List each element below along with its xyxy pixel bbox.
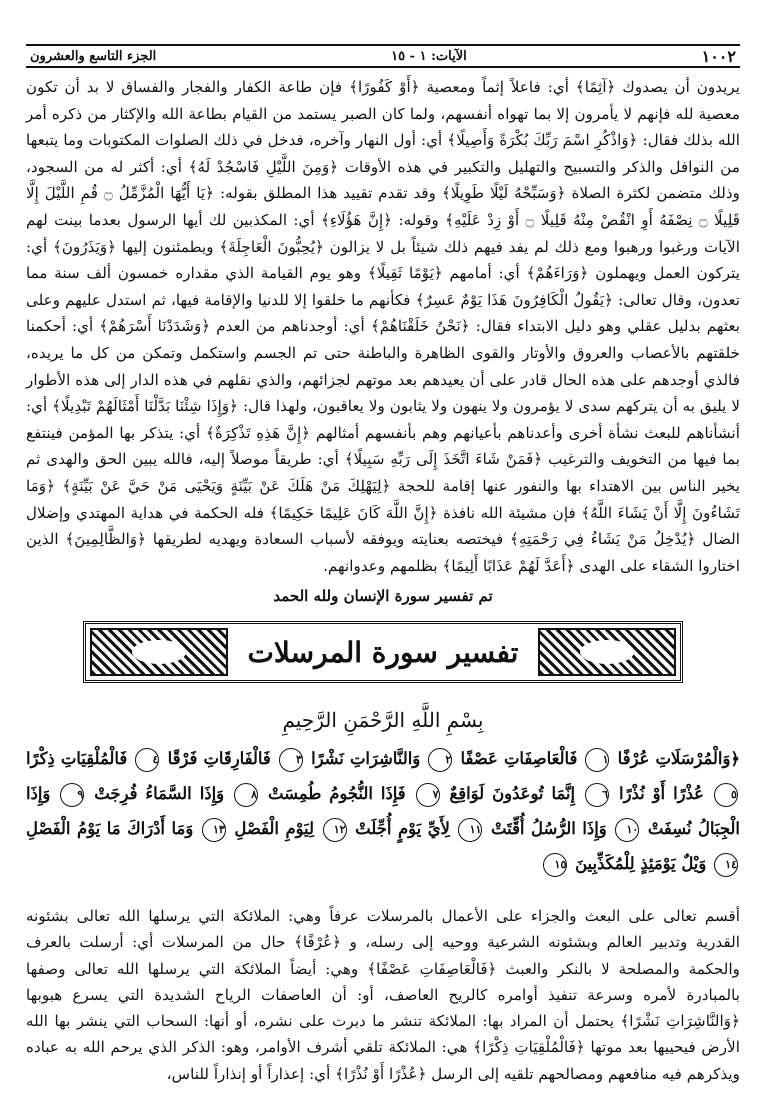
page <box>26 44 740 1087</box>
verse-text: وَإِذَا السَّمَاءُ فُرِجَتْ <box>86 784 225 804</box>
verse-text: فَالْمُلْقِيَاتِ ذِكْرًا <box>26 749 128 769</box>
verse-number: ٥ <box>714 783 738 807</box>
commentary-paragraph-bottom: أقسم تعالى على البعث والجزاء على الأعمال بالمرسلات عرفاً وهي: الملائكة التي يرسلها الله تعالى بشئونه القدرية وتدبير العالم وبشئونه الشرعية ووحيه إلى رسله، و ﴿عُرْفًا﴾ حال من المرسلات أي: أرسلت بالعرف والحكمة والمصلحة لا بالنكر والعبث ﴿فَالْعَاصِفَاتِ عَصْفًا﴾ وهي: أيضاً الملائكة التي يرسلها الله تعالى وصفها بالمبادرة لأمره وسرعة تنفيذ أوامره كالريح العاصف، أو: أن العاصفات الرياح الشديدة التي يسرع هبوبها ﴿وَالنَّاشِرَاتِ نَشْرًا﴾ يحتمل أن المراد بها: الملائكة تنشر ما دبرت على نشره، أو أنها: السحاب التي ينشر بها الله الأرض فيحييها بعد موتها ﴿فَالْمُلْقِيَاتِ ذِكْرًا﴾ هي: الملائكة تلقي أشرف الأوامر، وهو: الذكر الذي يرحم الله به عباده ويذكرهم فيه منافعهم ومصالحهم تلقيه إلى الرسل ﴿عُذْرًا أَوْ نُذْرًا﴾ أي: إعذاراً أو إنذاراً للناس، <box>26 907 740 1083</box>
commentary-paragraph-top: يريدون أن يصدوك ﴿آثِمًا﴾ أي: فاعلاً إثماً ومعصية ﴿أَوْ كَفُورًا﴾ فإن طاعة الكفار والفجار والفساق لا بد أن تكون معصية لله فإنهم لا يأمرون إلا بما تهواه أنفسهم، ولما كان الصبر يستمد من القيام بطاعة الله والإكثار من ذكره أمر الله بذلك فقال: ﴿وَاذْكُرِ اسْمَ رَبِّكَ بُكْرَةً وَأَصِيلًا﴾ أي: أول النهار وآخره، فدخل في ذلك الصلوات المكتوبات وما يتبعها من النوافل والذكر والتسبيح والتهليل والتكبير في هذه الأوقات ﴿وَمِنَ اللَّيْلِ فَاسْجُدْ لَهُ﴾ أي: أكثر له من السجود، وذلك متضمن لكثرة الصلاة ﴿وَسَبِّحْهُ لَيْلًا طَوِيلًا﴾ وقد تقدم تقييد هذا المطلق بقوله: ﴿يَا أَيُّهَا الْمُزَّمِّلُ ۝ قُمِ اللَّيْلَ إِلَّا قَلِيلًا ۝ نِصْفَهُ أَوِ انْقُصْ مِنْهُ قَلِيلًا ۝ أَوْ زِدْ عَلَيْهِ﴾ وقوله: ﴿إِنَّ هَؤُلَاءِ﴾ أي: المكذبين لك أيها الرسول بعدما بينت لهم الآيات ورغبوا ورهبوا ومع ذلك لم يفد فيهم ذلك شيئاً بل لا يزالون ﴿يُحِبُّونَ الْعَاجِلَةَ﴾ ويطمئنون إليها ﴿وَيَذَرُونَ﴾ أي: يتركون العمل ويهملون ﴿وَرَاءَهُمْ﴾ أي: أمامهم ﴿يَوْمًا ثَقِيلًا﴾ وهو يوم القيامة الذي مقداره خمسون ألف سنة مما تعدون، وقال تعالى: ﴿يَقُولُ الْكَافِرُونَ هَذَا يَوْمٌ عَسِرٌ﴾ فكأنهم ما خلقوا إلا للدنيا والإقامة فيها، ثم استدل عليهم وعلى بعثهم بدليل عقلي وهو دليل الابتداء فقال: ﴿نَحْنُ خَلَقْنَاهُمْ﴾ أي: أوجدناهم من العدم ﴿وَشَدَدْنَا أَسْرَهُمْ﴾ أي: أحكمنا خلقتهم بالأعصاب والعروق والأوتار والقوى الظاهرة والباطنة حتى تم الجسم واستكمل وتمكن من كل ما يريده، فالذي أوجدهم على هذه الحال قادر على أن يعيدهم بعد موتهم لجزائهم، والذي نقلهم في هذه الدار إلى هذه الأطوار لا يليق به أن يتركهم سدى لا يؤمرون ولا ينهون ولا يثابون ولا يعاقبون، ولهذا قال: ﴿وَإِذَا شِئْنَا بَدَّلْنَا أَمْثَالَهُمْ تَبْدِيلًا﴾ أي: أنشأناهم للبعث نشأة أخرى وأعدناهم بأعيانهم وهم بأنفسهم أمثالهم ﴿إِنَّ هَذِهِ تَذْكِرَةٌ﴾ أي: يتذكر بها المؤمن فينتفع بما فيها من التخويف والترغيب ﴿فَمَنْ شَاءَ اتَّخَذَ إِلَى رَبِّهِ سَبِيلًا﴾ أي: طريقاً موصلاً إليه، فالله يبين الحق والهدى ثم يخير الناس بين الاهتداء بها والنفور عنها إقامة للحجة ﴿لِيَهْلِكَ مَنْ هَلَكَ عَنْ بَيِّنَةٍ وَيَحْيَى مَنْ حَيَّ عَنْ بَيِّنَةٍ﴾ ﴿وَمَا تَشَاءُونَ إِلَّا أَنْ يَشَاءَ اللَّهُ﴾ فإن مشيئة الله نافذة ﴿إِنَّ اللَّهَ كَانَ عَلِيمًا حَكِيمًا﴾ فله الحكمة في هداية المهتدي وإضلال الضال ﴿يُدْخِلُ مَنْ يَشَاءُ فِي رَحْمَتِهِ﴾ فيختصه بعنايته ويوفقه لأسباب السعادة ويهديه لطريقها ﴿وَالظَّالِمِينَ﴾ الذين اختاروا الشقاء على الهدى ﴿أَعَدَّ لَهُمْ عَذَابًا أَلِيمًا﴾ بظلمهم وعدوانهم. <box>26 78 741 575</box>
verse-number: ٩ <box>60 783 84 807</box>
verse-number: ١٠ <box>615 818 639 842</box>
verse-number: ١٣ <box>202 818 226 842</box>
verse-number: ٤ <box>135 748 159 772</box>
verse-number: ٢ <box>428 748 452 772</box>
quran-verses <box>26 741 740 881</box>
part-name: الجزء التاسع والعشرون <box>30 48 157 64</box>
verse-text: فَالْفَارِقَاتِ فَرْقًا <box>161 749 271 769</box>
verse-number: ٣ <box>279 748 303 772</box>
verse-text: وَالنَّاشِرَاتِ نَشْرًا <box>304 749 421 769</box>
ornament-right-icon <box>538 628 676 676</box>
verse-text: وَمَا أَدْرَاكَ مَا يَوْمُ الْفَصْلِ <box>26 819 194 839</box>
verse-number: ٨ <box>234 783 258 807</box>
verse-number: ١٤ <box>714 853 738 877</box>
verse-text: وَإِذَا الْجِبَالُ نُسِفَتْ <box>26 784 740 839</box>
ornament-left-icon <box>90 628 228 676</box>
verse-text: عُذْرًا أَوْ نُذْرًا <box>611 784 704 804</box>
verse-text: فَإِذَا النُّجُومُ طُمِسَتْ <box>260 784 406 804</box>
surah-end-note: تم تفسير سورة الإنسان ولله الحمد <box>273 587 493 606</box>
page-number: ١٠٠٢ <box>701 46 736 66</box>
verse-text: لِيَوْمِ الْفَصْلِ <box>227 819 315 839</box>
verse-text: إِنَّمَا تُوعَدُونَ لَوَاقِعٌ <box>441 784 576 804</box>
verse-number: ٧ <box>416 783 440 807</box>
running-header <box>26 44 740 68</box>
verse-number: ١٥ <box>543 853 567 877</box>
verse-text: فَالْعَاصِفَاتِ عَصْفًا <box>454 749 578 769</box>
verse-number: ٦ <box>585 783 609 807</box>
surah-title: تفسير سورة المرسلات <box>247 635 519 669</box>
verse-text: وَإِذَا الرُّسُلُ أُقِّتَتْ <box>484 819 607 839</box>
verse-number: ١١ <box>458 818 482 842</box>
surah-title-banner <box>83 621 683 683</box>
basmala: بِسْمِ اللَّهِ الرَّحْمَنِ الرَّحِيمِ <box>282 708 484 733</box>
verse-text: لِأَيِّ يَوْمٍ أُجِّلَتْ <box>348 819 450 839</box>
verse-number: ١ <box>585 748 609 772</box>
verse-text: ﴿وَالْمُرْسَلَاتِ عُرْفًا <box>611 749 740 769</box>
verse-text: وَيْلٌ يَوْمَئِذٍ لِلْمُكَذِّبِينَ <box>569 854 707 874</box>
verses-range: الآيات: ١ - ١٥ <box>391 48 467 64</box>
verse-number: ١٢ <box>323 818 347 842</box>
